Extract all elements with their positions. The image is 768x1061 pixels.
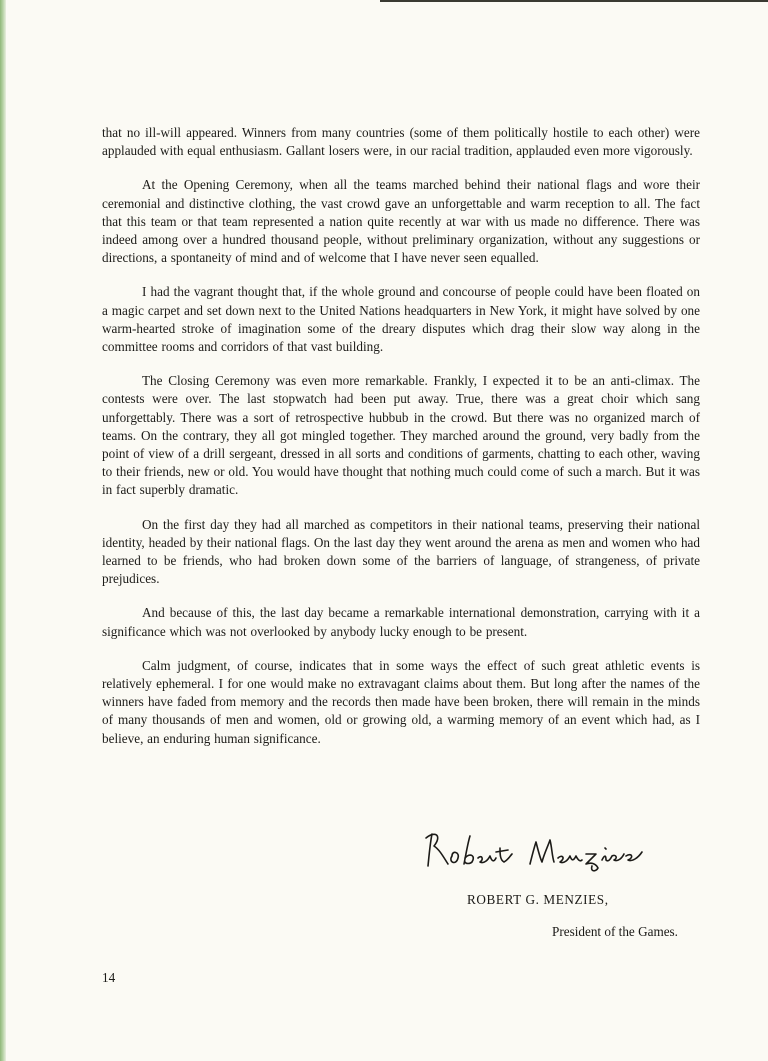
paragraph-1: that no ill-will appeared. Winners from many countries (some of them politically hostile to each other) were applauded with equal enthusiasm. Gallant losers were, in our racial tradition, applauded even more vigorously. (102, 125, 700, 159)
paragraph-5: On the first day they had all marched as competitors in their national teams, preserving their national identity, headed by their national flags. On the last day they went around the arena as men and women who had learned to be friends, who had broken down some of the barriers of language, of strangeness, of private prejudices. (102, 516, 700, 587)
paragraph-4: The Closing Ceremony was even more remarkable. Frankly, I expected it to be an anti-climax. The contests were over. The last stopwatch had been put away. True, there was a great choir which sang unforgettably. There was a sort of retrospective hubbub in the crowd. But there was no organized march of teams. On the contrary, they all got mingled together. They marched around the ground, very badly from the point of view of a drill sergeant, dressed in all sorts and conditions of garments, chatting to each other, waving to their friends, new or old. You would have thought that nothing much could come of such a march. But it was in fact superbly dramatic. (102, 373, 700, 498)
page-edge (0, 0, 6, 1061)
signature-image (420, 818, 660, 874)
paragraph-3: I had the vagrant thought that, if the whole ground and concourse of people could have been floated on a magic carpet and set down next to the United Nations headquarters in New York, it might have solved by one warm-hearted stroke of imagination some of the dreary disputes which drag their slow way along in the committee rooms and corridors of that vast building. (102, 284, 700, 355)
paragraph-7: Calm judgment, of course, indicates that in some ways the effect of such great athletic events is relatively ephemeral. I for one would make no extravagant claims about them. But long after the names of the winners have faded from memory and the records then made have been broken, there will remain in the minds of many thousands of men and women, old or growing old, a warming memory of an event which had, as I believe, an enduring human significance. (102, 657, 700, 746)
body-text (102, 124, 700, 764)
handwritten-signature (420, 818, 660, 874)
page-number: 14 (102, 970, 116, 985)
paragraph-6: And because of this, the last day became a remarkable international demonstration, carrying with it a significance which was not overlooked by anybody lucky enough to be present. (102, 605, 700, 639)
paragraph-2: At the Opening Ceremony, when all the teams marched behind their national flags and wore their ceremonial and distinctive clothing, the vast crowd gave an unforgettable and warm reception to all. The fact that this team or that team represented a nation quite recently at war with us made no difference. There was indeed among over a hundred thousand people, without preliminary organization, without any suggestions or directions, a spontaneity of mind and of welcome that I have never seen equalled. (102, 177, 700, 266)
signer-title: President of the Games. (552, 924, 678, 939)
signer-name: ROBERT G. MENZIES, (467, 892, 609, 907)
top-rule (380, 0, 768, 2)
